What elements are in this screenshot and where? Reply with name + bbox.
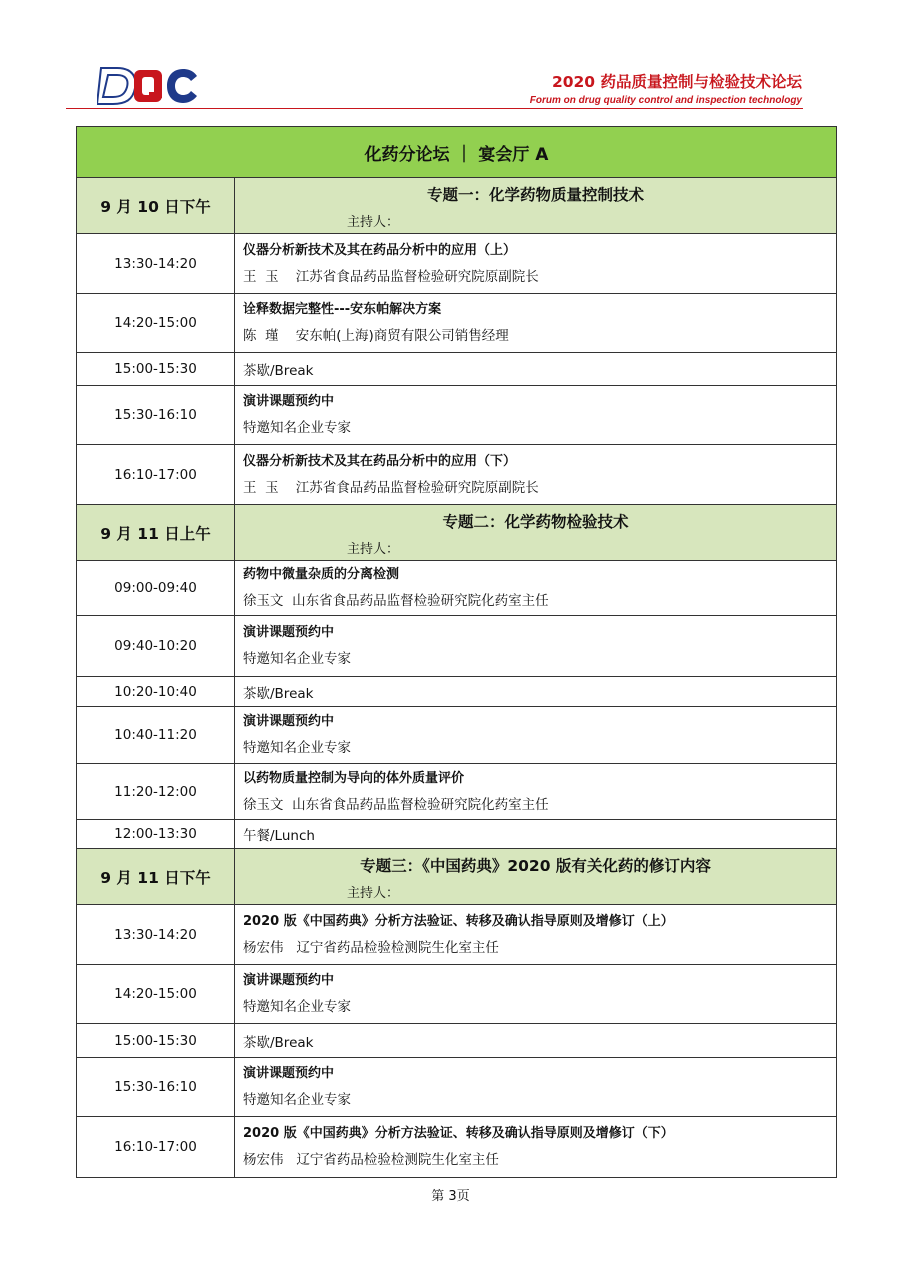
session-time: 14:20-15:00 bbox=[77, 965, 235, 1024]
session-time: 11:20-12:00 bbox=[77, 764, 235, 820]
section-header-row bbox=[77, 505, 837, 561]
section-date: 9 月 10 日下午 bbox=[77, 178, 235, 234]
section-host: 主持人： bbox=[347, 215, 400, 230]
section-topic: 专题一：化学药物质量控制技术 bbox=[426, 186, 644, 204]
session-content bbox=[235, 1058, 837, 1117]
session-content bbox=[235, 1117, 837, 1178]
section-host: 主持人： bbox=[347, 542, 400, 557]
session-content bbox=[235, 905, 837, 965]
section-header-row bbox=[77, 178, 837, 234]
talk-title: 演讲课题预约中 bbox=[243, 973, 335, 988]
section-info bbox=[235, 849, 837, 905]
session-content bbox=[235, 820, 837, 849]
session-content bbox=[235, 764, 837, 820]
agenda-row bbox=[77, 1058, 837, 1117]
talk-speaker: 徐玉文 山东省食品药品监督检验研究院化药室主任 bbox=[243, 796, 549, 813]
session-content bbox=[235, 1024, 837, 1058]
talk-title: 演讲课题预约中 bbox=[243, 625, 335, 640]
section-info bbox=[235, 505, 837, 561]
talk-speaker: 徐玉文 山东省食品药品监督检验研究院化药室主任 bbox=[243, 593, 549, 609]
talk-speaker: 特邀知名企业专家 bbox=[243, 420, 351, 436]
session-content bbox=[235, 677, 837, 707]
session-time: 15:30-16:10 bbox=[77, 1058, 235, 1117]
section-host: 主持人： bbox=[347, 886, 400, 901]
section-date: 9 月 11 日下午 bbox=[77, 849, 235, 905]
agenda-row bbox=[77, 234, 837, 294]
forum-header-title: 2020 药品质量控制与检验技术论坛 bbox=[551, 73, 802, 91]
agenda-row bbox=[77, 1117, 837, 1178]
session-time: 09:00-09:40 bbox=[77, 561, 235, 616]
forum-title: 化药分论坛 ｜ 宴会厅 A bbox=[77, 127, 837, 178]
talk-speaker: 王 玉 江苏省食品药品监督检验研究院原副院长 bbox=[243, 268, 539, 285]
header-divider bbox=[66, 108, 803, 109]
section-info bbox=[235, 178, 837, 234]
forum-header-subtitle: Forum on drug quality control and inspection technology bbox=[529, 95, 802, 106]
talk-title: 演讲课题预约中 bbox=[243, 1066, 335, 1081]
session-time: 09:40-10:20 bbox=[77, 616, 235, 677]
session-time: 10:20-10:40 bbox=[77, 677, 235, 707]
forum-title-row bbox=[77, 127, 837, 178]
talk-speaker: 特邀知名企业专家 bbox=[243, 1092, 351, 1108]
section-topic: 专题三：《中国药典》2020 版有关化药的修订内容 bbox=[360, 857, 711, 875]
session-time: 15:00-15:30 bbox=[77, 1024, 235, 1058]
agenda-row bbox=[77, 1024, 837, 1058]
talk-speaker: 特邀知名企业专家 bbox=[243, 740, 351, 756]
talk-speaker: 特邀知名企业专家 bbox=[243, 651, 351, 667]
talk-title: 以药物质量控制为导向的体外质量评价 bbox=[243, 770, 465, 786]
break-label: 茶歇/Break bbox=[243, 1034, 314, 1051]
agenda-row bbox=[77, 764, 837, 820]
session-time: 16:10-17:00 bbox=[77, 445, 235, 505]
session-time: 10:40-11:20 bbox=[77, 707, 235, 764]
talk-title: 仪器分析新技术及其在药品分析中的应用（下） bbox=[243, 453, 517, 469]
agenda-row bbox=[77, 707, 837, 764]
talk-title: 2020 版《中国药典》分析方法验证、转移及确认指导原则及增修订（下） bbox=[243, 1126, 674, 1141]
agenda-row bbox=[77, 445, 837, 505]
talk-speaker: 杨宏伟 辽宁省药品检验检测院生化室主任 bbox=[243, 1152, 499, 1168]
talk-speaker: 王 玉 江苏省食品药品监督检验研究院原副院长 bbox=[243, 479, 539, 496]
talk-title: 演讲课题预约中 bbox=[243, 714, 335, 729]
talk-title: 2020 版《中国药典》分析方法验证、转移及确认指导原则及增修订（上） bbox=[243, 913, 674, 929]
section-topic: 专题二：化学药物检验技术 bbox=[442, 513, 629, 531]
session-content bbox=[235, 234, 837, 294]
agenda-row bbox=[77, 353, 837, 386]
session-time: 12:00-13:30 bbox=[77, 820, 235, 849]
agenda-row bbox=[77, 294, 837, 353]
talk-title: 演讲课题预约中 bbox=[243, 394, 335, 409]
session-time: 15:00-15:30 bbox=[77, 353, 235, 386]
session-content bbox=[235, 386, 837, 445]
dqc-logo bbox=[97, 64, 201, 108]
session-content bbox=[235, 561, 837, 616]
session-content bbox=[235, 294, 837, 353]
talk-speaker: 杨宏伟 辽宁省药品检验检测院生化室主任 bbox=[243, 939, 499, 956]
session-content bbox=[235, 965, 837, 1024]
break-label: 茶歇/Break bbox=[243, 363, 314, 379]
agenda-row bbox=[77, 965, 837, 1024]
agenda-row bbox=[77, 905, 837, 965]
talk-speaker: 特邀知名企业专家 bbox=[243, 999, 351, 1015]
session-content bbox=[235, 616, 837, 677]
session-time: 15:30-16:10 bbox=[77, 386, 235, 445]
session-content bbox=[235, 353, 837, 386]
session-time: 14:20-15:00 bbox=[77, 294, 235, 353]
agenda-row bbox=[77, 820, 837, 849]
agenda-row bbox=[77, 561, 837, 616]
break-label: 午餐/Lunch bbox=[243, 828, 315, 844]
session-content bbox=[235, 445, 837, 505]
section-date: 9 月 11 日上午 bbox=[77, 505, 235, 561]
talk-title: 药物中微量杂质的分离检测 bbox=[243, 567, 400, 582]
agenda-row bbox=[77, 677, 837, 707]
dqc-logo-mark bbox=[97, 64, 201, 108]
session-time: 13:30-14:20 bbox=[77, 234, 235, 294]
talk-title: 诠释数据完整性---安东帕解决方案 bbox=[243, 302, 442, 317]
section-header-row bbox=[77, 849, 837, 905]
talk-speaker: 陈 瑾 安东帕(上海)商贸有限公司销售经理 bbox=[243, 328, 509, 344]
talk-title: 仪器分析新技术及其在药品分析中的应用（上） bbox=[243, 242, 517, 258]
agenda-table bbox=[76, 126, 837, 1178]
session-content bbox=[235, 707, 837, 764]
break-label: 茶歇/Break bbox=[243, 685, 314, 702]
session-time: 16:10-17:00 bbox=[77, 1117, 235, 1178]
session-time: 13:30-14:20 bbox=[77, 905, 235, 965]
agenda-row bbox=[77, 386, 837, 445]
page-number: 第 3页 bbox=[431, 1189, 470, 1204]
agenda-row bbox=[77, 616, 837, 677]
